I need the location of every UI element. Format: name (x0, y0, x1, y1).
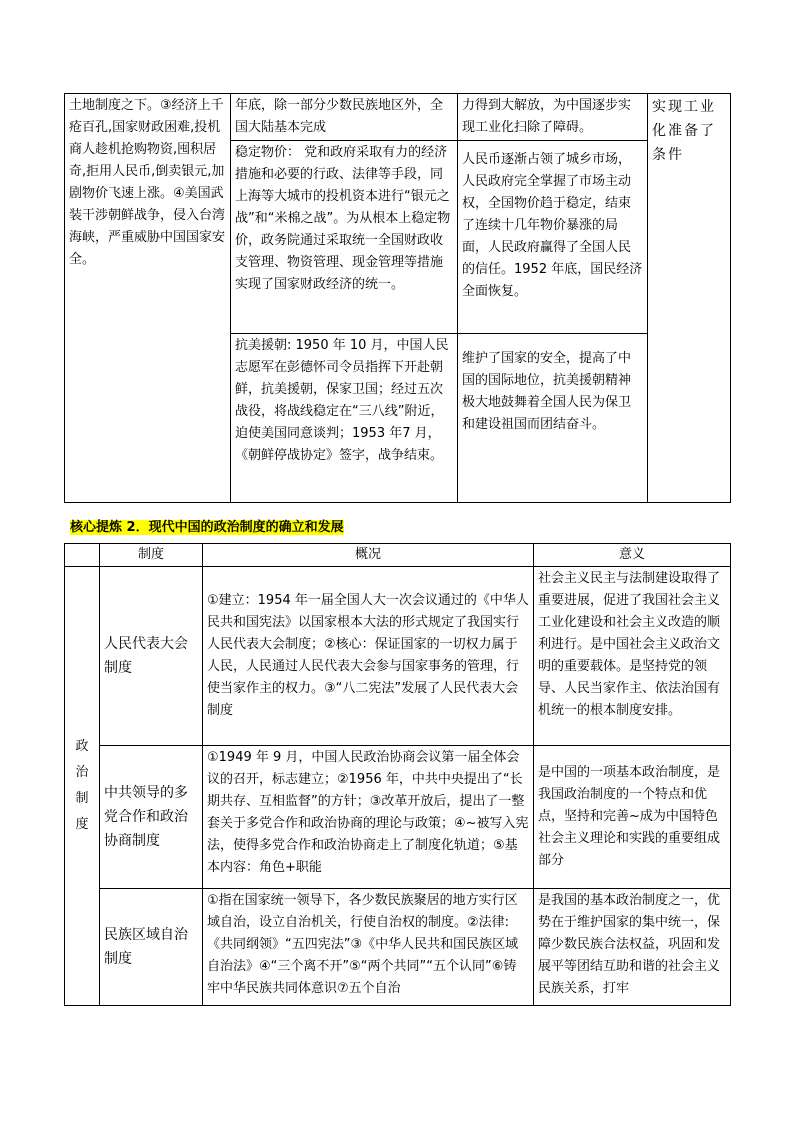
category-char: 政 (75, 739, 89, 754)
overview-cell-ethnic-autonomy: ①指在国家统一领导下，各少数民族聚居的地方实行区域自治，设立自治机关，行使自治权的制度。②法律:《共同纲领》“五四宪法”③《中华人民共和国民族区域自治法》④“三个离不开”⑤“两个共同”“五个认同”⑥铸牢中华民族共同体意识⑦五个自治 (203, 889, 534, 1006)
overview-cell-npc: ①建立：1954 年一届全国人大一次会议通过的《中华人民共和国宪法》以国家根本大法的形式规定了我国实行人民代表大会制度；②核心：保证国家的一切权力属于人民，人民通过人民代表大会参与国家事务的管理，行使当家作主的权力。③“八二宪法”发展了人民代表大会制度 (203, 567, 534, 746)
system-cell-cpc-multiparty: 中共领导的多党合作和政治协商制度 (100, 746, 203, 889)
meaning-cell-npc: 社会主义民主与法制建设取得了重要进展，促进了我国社会主义工业化建设和社会主义改造的顺利进行。是中国社会主义政治文明的重要载体。是坚持党的领导、人民当家作主、依法治国有机统一的根本制度安排。 (534, 567, 731, 746)
significance-cell: 实现工业化准备了条件 (648, 94, 731, 503)
meaning-cell-cpc-multiparty: 是中国的一项基本政治制度，是我国政治制度的一个特点和优点，坚持和完善~成为中国特色社会主义理论和实践的重要组成部分 (534, 746, 731, 889)
category-cell (65, 567, 100, 1006)
result-cell-stabilize-prices: 人民币逐渐占领了城乡市场，人民政府完全掌握了市场主动权，全国物价趋于稳定，结束了连续十几年物价暴涨的局面，人民政府赢得了全国人民的信任。1952 年底，国民经济全面恢复。 (458, 141, 648, 334)
header-blank (65, 544, 100, 567)
result-cell-korean-war: 维护了国家的安全，提高了中国的国际地位，抗美援朝精神极大地鼓舞着全国人民为保卫和建设祖国而团结奋斗。 (458, 334, 648, 503)
category-char: 治 (75, 765, 89, 780)
system-cell-ethnic-autonomy: 民族区域自治制度 (100, 889, 203, 1006)
section-heading (70, 518, 344, 538)
section-heading-text: 核心提炼 2．现代中国的政治制度的确立和发展 (70, 520, 344, 535)
header-overview: 概况 (203, 544, 534, 567)
result-cell-land-reform: 力得到大解放，为中国逐步实现工业化扫除了障碍。 (458, 94, 648, 141)
overview-cell-cpc-multiparty: ①1949 年 9 月，中国人民政治协商会议第一届全体会议的召开，标志建立；②1956 年，中共中央提出了“长期共存、互相监督”的方针；③改革开放后，提出了一整套关于多党合作和政治协商的理论与政策；④~被写入宪法，使得多党合作和政治协商走上了制度化轨道；⑤基本内容：角色+职能 (203, 746, 534, 889)
measure-cell-korean-war: 抗美援朝: 1950 年 10 月，中国人民志愿军在彭德怀司令员指挥下开赴朝鲜，抗美援朝，保家卫国；经过五次战役，将战线稳定在“三八线”附近，迫使美国同意谈判；1953 年7 月，《朝鲜停战协定》签字，战争结束。 (231, 334, 458, 503)
measure-cell-land-reform: 年底，除一部分少数民族地区外，全国大陆基本完成 (231, 94, 458, 141)
meaning-cell-ethnic-autonomy: 是我国的基本政治制度之一，优势在于维护国家的集中统一，保障少数民族合法权益，巩固和发展平等团结互助和谐的社会主义民族关系，打牢 (534, 889, 731, 1006)
measure-cell-stabilize-prices: 稳定物价： 党和政府采取有力的经济措施和必要的行政、法律等手段，同上海等大城市的投机资本进行“银元之战”和“米棉之战”。为从根本上稳定物价，政务院通过采取统一全国财政收支管理、物资管理、现金管理等措施实现了国家财政经济的统一。 (231, 141, 458, 334)
cause-cell: 土地制度之下。③经济上千疮百孔,国家财政困难,投机商人趁机抢购物资,囤积居奇,拒用人民币,倒卖银元,加剧物价飞速上涨。④美国武装干涉朝鲜战争，侵入台湾海峡，严重威胁中国国家安全。 (65, 94, 231, 503)
header-system: 制度 (100, 544, 203, 567)
category-char: 制 (75, 791, 89, 806)
political-system-table (64, 543, 731, 1006)
system-cell-npc: 人民代表大会制度 (100, 567, 203, 746)
history-table-1 (64, 93, 731, 503)
category-char: 度 (75, 817, 89, 832)
header-meaning: 意义 (534, 544, 731, 567)
